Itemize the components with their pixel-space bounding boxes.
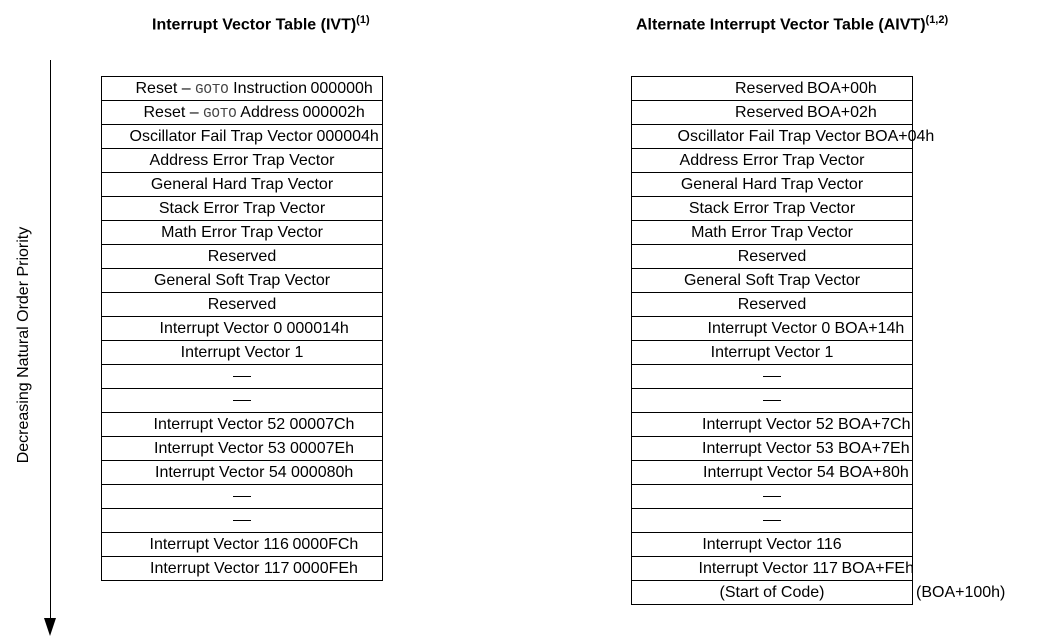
aivt-row: [632, 461, 912, 485]
aivt-row-address: BOA+02h: [807, 104, 877, 121]
ivt-row: [102, 485, 382, 509]
ivt-row-mnemonic: GOTO: [203, 106, 237, 122]
ivt-row: [102, 101, 382, 125]
ivt-row-label: [102, 485, 382, 509]
ivt-row: [102, 533, 382, 557]
aivt-row-address: BOA+FEh: [841, 560, 914, 577]
aivt-row-label: Reserved: [735, 80, 804, 97]
aivt-row-address: BOA+7Ch: [838, 416, 911, 433]
aivt-row: [632, 125, 935, 149]
aivt-row: [632, 581, 1006, 605]
ivt-row-label: [102, 365, 382, 389]
aivt-row: [632, 293, 912, 317]
aivt-row: [632, 77, 912, 101]
ivt-row-label: Interrupt Vector 117: [150, 560, 290, 577]
ivt-row: [102, 149, 382, 173]
ivt-row-address: 000002h: [302, 104, 365, 121]
ivt-row-label: Reserved: [207, 296, 277, 313]
ivt-row-ellipsis: [233, 376, 251, 377]
aivt-row: [632, 341, 912, 365]
aivt-row-label: Interrupt Vector 54: [703, 464, 835, 481]
ivt-row-label: Interrupt Vector 54: [155, 464, 287, 481]
ivt-row: [102, 557, 382, 581]
aivt-row-ellipsis: [763, 496, 781, 497]
ivt-row-address: 0000FCh: [292, 536, 359, 553]
aivt-row-address: BOA+04h: [864, 128, 935, 145]
aivt-row-label: [632, 485, 912, 509]
ivt-row: [102, 461, 382, 485]
aivt-row-address: (BOA+100h): [916, 584, 1006, 601]
ivt-row: [102, 173, 382, 197]
ivt-row: [102, 509, 382, 533]
ivt-row-address: 00007Eh: [290, 440, 355, 457]
ivt-row-label: Interrupt Vector 52: [153, 416, 286, 433]
ivt-row-label: Interrupt Vector 0: [159, 320, 283, 337]
aivt-row-ellipsis: [763, 520, 781, 521]
aivt-row: [632, 197, 912, 221]
aivt-row-label: [632, 389, 912, 413]
aivt-title-footnote: (1,2): [925, 14, 949, 26]
ivt-row: [102, 389, 382, 413]
ivt-row-label: Stack Error Trap Vector: [158, 200, 326, 217]
aivt-row: [632, 245, 912, 269]
aivt-row-label: Address Error Trap Vector: [679, 152, 865, 169]
aivt-row: [632, 533, 912, 557]
ivt-row: [102, 317, 382, 341]
aivt-row-label: Interrupt Vector 117: [698, 560, 838, 577]
ivt-row: [102, 413, 382, 437]
aivt-row-label: Math Error Trap Vector: [691, 224, 853, 241]
aivt-row-label: Reserved: [735, 104, 804, 121]
aivt-row-label: Reserved: [737, 296, 807, 313]
ivt-row-label: Reserved: [207, 248, 277, 265]
priority-axis-label: Decreasing Natural Order Priority: [15, 226, 32, 464]
priority-axis-line: [50, 60, 51, 620]
aivt-row: [632, 437, 912, 461]
ivt-row-label: [102, 389, 382, 413]
ivt-row-label: Reset – GOTO Address: [143, 104, 299, 122]
aivt-row: [632, 557, 912, 581]
ivt-row-mnemonic: GOTO: [195, 82, 229, 98]
ivt-row-address: 000080h: [291, 464, 354, 481]
ivt-row: [102, 197, 382, 221]
ivt-row: [102, 221, 382, 245]
aivt-row-address: BOA+80h: [839, 464, 909, 481]
ivt-row-address: 000004h: [316, 128, 379, 145]
ivt-row: [102, 365, 382, 389]
ivt-row-ellipsis: [233, 400, 251, 401]
aivt-title: [636, 14, 948, 34]
ivt-row-ellipsis: [233, 520, 251, 521]
ivt-row: [102, 293, 382, 317]
aivt-row-label: Interrupt Vector 0: [707, 320, 831, 337]
ivt-row-ellipsis: [233, 496, 251, 497]
ivt-row-address: 000000h: [310, 80, 373, 97]
aivt-row: [632, 317, 912, 341]
ivt-title-footnote: (1): [356, 14, 370, 26]
aivt-title-text: Alternate Interrupt Vector Table (AIVT): [636, 16, 926, 34]
ivt-row: [102, 245, 382, 269]
ivt-row: [102, 125, 382, 149]
aivt-row-label: Interrupt Vector 53: [702, 440, 834, 457]
aivt-row: [632, 221, 912, 245]
ivt-row-label: Interrupt Vector 53: [154, 440, 286, 457]
aivt-row: [632, 365, 912, 389]
aivt-row: [632, 389, 912, 413]
ivt-row: [102, 77, 382, 101]
aivt-row: [632, 509, 912, 533]
aivt-row-address: BOA+00h: [807, 80, 877, 97]
aivt-row-label: General Hard Trap Vector: [680, 176, 864, 193]
ivt-title: [152, 14, 370, 34]
aivt-row: [632, 269, 912, 293]
aivt-row-label: Stack Error Trap Vector: [688, 200, 856, 217]
aivt-row-label: Interrupt Vector 1: [710, 344, 834, 361]
priority-arrow-down-icon: [44, 618, 56, 636]
ivt-row: [102, 341, 382, 365]
aivt-row: [632, 485, 912, 509]
ivt-row-label: Oscillator Fail Trap Vector: [129, 128, 313, 145]
ivt-row: [102, 269, 382, 293]
aivt-row-label: (Start of Code): [719, 584, 825, 601]
ivt-table: [101, 76, 383, 581]
aivt-row-address: BOA+7Eh: [838, 440, 910, 457]
aivt-row: [632, 173, 912, 197]
aivt-row-address: BOA+14h: [834, 320, 905, 337]
ivt-row-label: General Hard Trap Vector: [150, 176, 334, 193]
aivt-row-label: [632, 365, 912, 389]
ivt-row-label: Reset – GOTO Instruction: [135, 80, 307, 98]
aivt-row-label: Interrupt Vector 116: [702, 536, 842, 553]
ivt-row-address: 0000FEh: [293, 560, 358, 577]
aivt-row: [632, 149, 912, 173]
aivt-row-ellipsis: [763, 400, 781, 401]
aivt-row-label: Oscillator Fail Trap Vector: [677, 128, 861, 145]
ivt-row-address: 00007Ch: [289, 416, 355, 433]
ivt-row-label: Interrupt Vector 1: [180, 344, 304, 361]
ivt-title-text: Interrupt Vector Table (IVT): [152, 16, 357, 34]
aivt-row-label: Reserved: [737, 248, 807, 265]
aivt-row-label: [632, 509, 912, 533]
aivt-row: [632, 413, 912, 437]
ivt-row-label: General Soft Trap Vector: [153, 272, 331, 289]
aivt-row-label: General Soft Trap Vector: [683, 272, 861, 289]
aivt-row-label: Interrupt Vector 52: [702, 416, 834, 433]
ivt-row-label: Address Error Trap Vector: [149, 152, 335, 169]
ivt-row-label: Math Error Trap Vector: [161, 224, 323, 241]
ivt-row: [102, 437, 382, 461]
aivt-table: [631, 76, 1006, 605]
aivt-row: [632, 101, 912, 125]
ivt-row-label: Interrupt Vector 116: [149, 536, 289, 553]
ivt-row-address: 000014h: [286, 320, 349, 337]
aivt-row-ellipsis: [763, 376, 781, 377]
ivt-row-label: [102, 509, 382, 533]
